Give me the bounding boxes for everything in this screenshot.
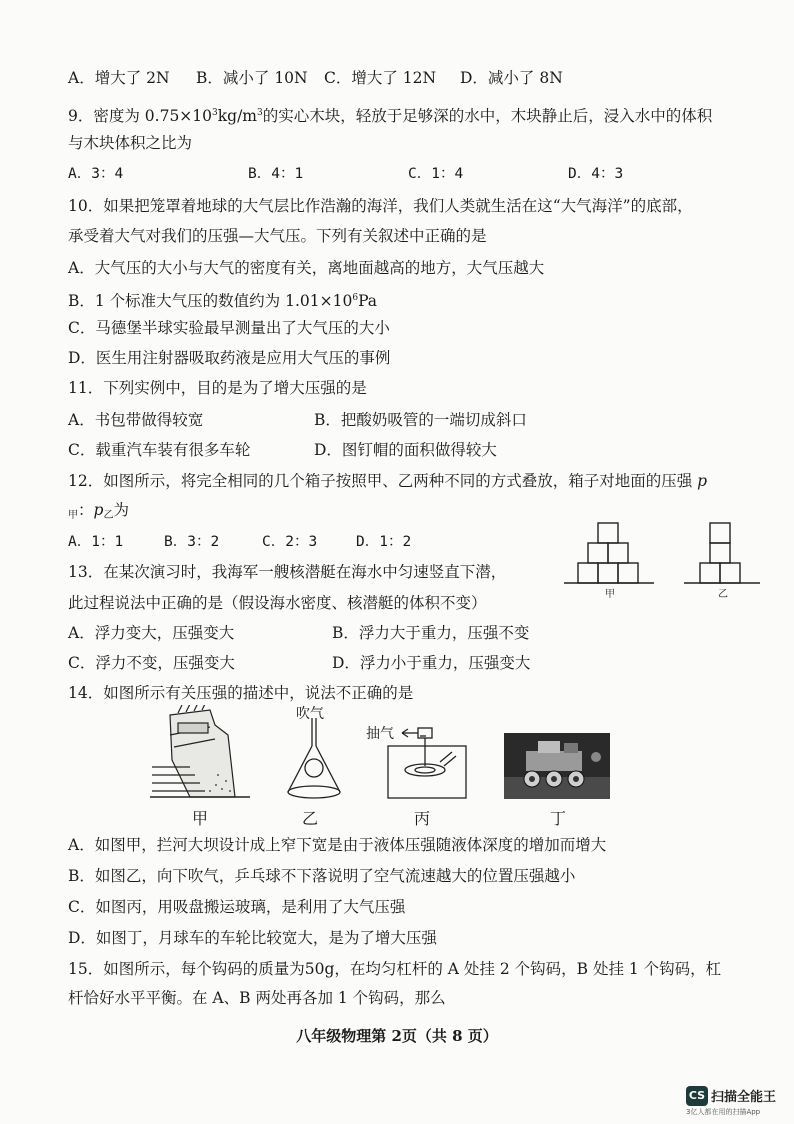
q9-stem-line1: 9．密度为 $0.75\times 10^3kg/m^3$的实心木块，轻放于足够深的水中，木块静止后，浸入水中的体积 [68, 107, 713, 125]
q8-option-a: A．增大了 2N [68, 69, 170, 87]
q15-stem-line2: 杆恰好水平平衡。在 A、B 两处再各加 1 个钩码，那么 [68, 989, 446, 1007]
q11-option-a: A．书包带做得较宽 [68, 411, 204, 429]
q14-caption-jia: 甲 [192, 809, 209, 828]
q14-option-d: D．如图丁，月球车的车轮比较宽大，是为了增大压强 [68, 929, 437, 947]
q10-stem-line1: 10．如果把笼罩着地球的大气层比作浩瀚的海洋，我们人类就生活在这“大气海洋”的底部， [68, 197, 693, 215]
q13-option-a: A．浮力变大，压强变大 [68, 624, 235, 642]
scanner-slogan: 3亿人都在用的扫描App [686, 1108, 761, 1116]
q14-pump-label: 抽气 [366, 726, 394, 742]
q14-option-b: B．如图乙，向下吹气，乒乓球不下落说明了空气流速越大的位置压强越小 [68, 867, 576, 885]
q12-fig-label-yi: 乙 [718, 589, 728, 600]
q14-caption-bing: 丙 [414, 809, 431, 828]
q9-option-c: C．1：4 [408, 166, 464, 182]
q14-stem: 14．如图所示有关压强的描述中，说法不正确的是 [68, 684, 414, 702]
q11-option-c: C．载重汽车装有很多车轮 [68, 441, 251, 459]
q9-option-b: B．4：1 [248, 166, 304, 182]
q10-option-c: C．马德堡半球实验最早测量出了大气压的大小 [68, 319, 390, 337]
scanner-app-name: 扫描全能王 [711, 1090, 777, 1105]
q10-option-b: B．1 个标准大气压的数值约为 $1.01\times 10^6Pa$ [68, 292, 378, 310]
q11-option-b: B．把酸奶吸管的一端切成斜口 [314, 411, 527, 429]
q9-option-d: D．4：3 [568, 166, 624, 182]
q12-option-b: B．3：2 [164, 534, 220, 550]
q12-fig-label-jia: 甲 [605, 589, 615, 600]
q14-rover-photo [504, 733, 610, 799]
q14-blow-label: 吹气 [296, 706, 324, 722]
scanner-watermark [686, 1085, 777, 1116]
q10-option-a: A．大气压的大小与大气的密度有关，离地面越高的地方，大气压越大 [68, 259, 545, 277]
q14-caption-yi: 乙 [302, 809, 319, 828]
q13-option-b: B．浮力大于重力，压强不变 [332, 624, 530, 642]
q12-stem-line2: $_甲$：$p_乙$为 [68, 501, 129, 521]
q9-option-a: A．3：4 [68, 166, 124, 182]
q12-box-figure [560, 515, 780, 625]
q8-option-c: C．增大了 12N [324, 69, 437, 87]
q13-stem-line1: 13．在某次演习时，我海军一艘核潜艇在海水中匀速竖直下潜， [68, 563, 507, 581]
q14-option-c: C．如图丙，用吸盘搬运玻璃，是利用了大气压强 [68, 898, 406, 916]
q13-option-c: C．浮力不变，压强变大 [68, 654, 235, 672]
q10-option-d: D．医生用注射器吸取药液是应用大气压的事例 [68, 349, 391, 367]
scanner-logo-icon: CS [686, 1086, 708, 1106]
q12-option-d: D．1：2 [356, 534, 412, 550]
q8-option-b: B．减小了 10N [196, 69, 308, 87]
q9-stem-line2: 与木块体积之比为 [68, 134, 193, 152]
q13-stem-line2: 此过程说法中正确的是（假设海水密度、核潜艇的体积不变） [68, 594, 487, 612]
q15-stem-line1: 15．如图所示，每个钩码的质量为50g，在均匀杠杆的 A 处挂 2 个钩码，B 处挂 1 个钩码，杠 [68, 960, 722, 978]
q12-stem-line1: 12．如图所示，将完全相同的几个箱子按照甲、乙两种不同的方式叠放，箱子对地面的压强 p [68, 472, 708, 490]
q14-funnel-figure [284, 718, 344, 800]
q10-stem-line2: 承受着大气对我们的压强—大气压。下列有关叙述中正确的是 [68, 227, 487, 245]
q13-option-d: D．浮力小于重力，压强变大 [332, 654, 531, 672]
q14-caption-ding: 丁 [550, 809, 567, 828]
q14-option-a: A．如图甲，拦河大坝设计成上窄下宽是由于液体压强随液体深度的增加而增大 [68, 836, 607, 854]
q14-dam-figure [150, 705, 250, 800]
q12-option-a: A．1：1 [68, 534, 124, 550]
q11-option-d: D．图钉帽的面积做得较大 [314, 441, 497, 459]
q12-option-c: C．2：3 [262, 534, 318, 550]
page-footer: 八年级物理第 2页（共 8 页） [296, 1027, 498, 1045]
q11-stem: 11．下列实例中，目的是为了增大压强的是 [68, 379, 367, 397]
q8-option-d: D．减小了 8N [460, 69, 563, 87]
